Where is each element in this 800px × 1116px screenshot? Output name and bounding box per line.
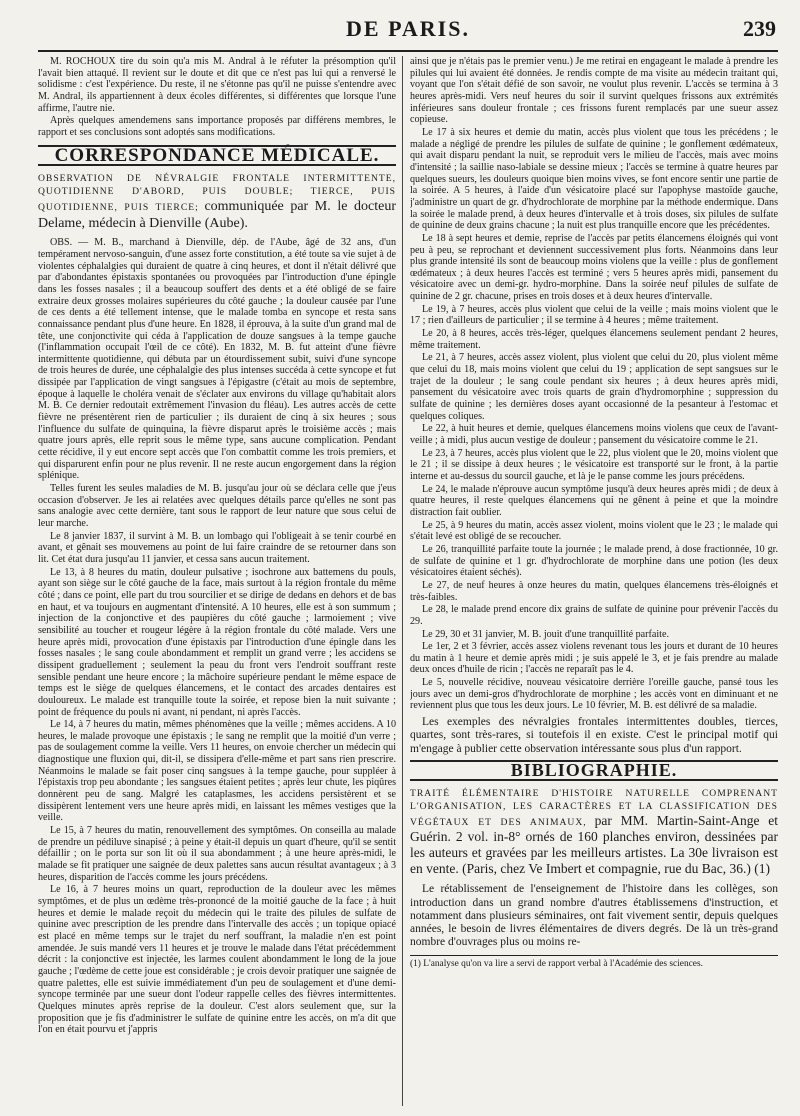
newspaper-page	[38, 10, 778, 1110]
page-number: 239	[743, 16, 776, 41]
column-divider	[402, 56, 403, 1106]
page-header-title: DE PARIS.	[346, 16, 470, 41]
review-paragraph: Le rétablissement de l'enseignement de l'histoire dans les collèges, son introduction dans un grand nombre d'autres établissemens d'instruction, et notamment dans plusieurs séminaires, ont fait vivement sentir, depuis quelques années, le besoin de livres élémentaires de divers degrés. De là un très-grand nombre d'ouvrages plus ou moins re-	[410, 883, 778, 949]
left-column	[38, 56, 396, 1106]
observation-paragraph: Telles furent les seules maladies de M. B. jusqu'au jour où se déclara celle que j'eus occasion d'observer. Je les ai relatées avec quelques détails parce qu'elles ne sont pas sans analogie avec cette dernière, tant sous le rapport de leur nature que sous celui de leur marche.	[38, 483, 396, 529]
observation-paragraph: Le 15, à 7 heures du matin, renouvellement des symptômes. On conseilla au malade de prendre un pédiluve sinapisé ; à peine y était-il depuis un quart d'heure, qu'il se sentit défaillir ; on le porta sur son lit où il sua abondamment ; à une heure après-midi, le malade se fit pratiquer une saignée de deux palettes sans aucun résultat avantageux ; à 3 heures, disparition de l'accès comme les jours précédens.	[38, 825, 396, 883]
observation-paragraph: Le 14, à 7 heures du matin, mêmes phénomènes que la veille ; mêmes accidens. A 10 heures, le malade provoque une épistaxis ; le sang ne remplit que la moitié d'un verre ; pas de soulagement comme la veille. Vers 11 heures, on envoie chercher un médecin qui diagnostique une fluxion qui, dit-il, se dissipera d'elle-même et part sans rien prescrire. Néanmoins le malade se fait poser cinq sangsues à la tempe gauche, pour suppléer à l'épistaxis trop peu abondante ; les sangsues étaient petites ; après leur chute, les piqûres donnèrent peu de sang. Malgré les cataplasmes, les accidens persistèrent et se dissipèrent lentement vers une heure après midi, en laissant les mêmes vestiges que la veille.	[38, 719, 396, 824]
observation-title	[38, 172, 396, 232]
bibliography-title: BIBLIOGRAPHIE.	[410, 760, 778, 782]
observation-paragraph: Le 29, 30 et 31 janvier, M. B. jouit d'une tranquillité parfaite.	[422, 628, 669, 640]
observation-paragraph: Le 22, à huit heures et demie, quelques élancemens moins violens que ceux de l'avant-veille ; à midi, plus aucun vestige de douleur ; pansement du vésicatoire comme le 21.	[410, 423, 778, 446]
observation-paragraph: Le 19, à 7 heures, accès plus violent que celui de la veille ; mais moins violent que le 17 ; rien d'ailleurs de particulier ; il se termine à 4 heures ; même traitement.	[410, 303, 778, 327]
observation-title-caps: OBSERVATION DE NÉVRALGIE FRONTALE INTERMITTENTE, QUOTIDIENNE D'ABORD, PUIS DOUBLE; TIERCE, PUIS QUOTIDIENNE, PUIS TIERCE;	[38, 173, 396, 214]
observation-paragraph: Le 21, à 7 heures, accès assez violent, plus violent que celui du 20, plus violent même que celui du 18, mais moins violent que celui du 19 ; application de sept sangsues sur le trajet de la douleur ; le sang coule pendant six heures ; à deux heures après midi, pansement du vésicatoire avec trois quarts de grain d'hydromorphine ; suppression du sulfate de quinine ; les dernières doses ayant occasionné de la pesanteur à l'estomac et quelques coliques.	[410, 352, 778, 422]
observation-paragraph: Le 23, à 7 heures, accès plus violent que le 22, plus violent que le 20, moins violent que le 21 ; il se dissipe à deux heures ; le vésicatoire est transporté sur le front, à la partie interne et au-dessus du sourcil gauche, et là je le panse comme les jours précédens.	[410, 447, 778, 482]
footnote: (1) L'analyse qu'on va lire a servi de rapport verbal à l'Académie des sciences.	[410, 955, 778, 971]
observation-paragraph: Le 16, à 7 heures moins un quart, reproduction de la douleur avec les mêmes symptômes, et de plus un œdème très-prononcé de la moitié gauche de la face ; à huit heures et demie le malade reçoit du médecin qui le traite des pilules de sulfate de quinine avec prescription de les prendre dans l'intervalle des accès ; un topique opiacé est placé en même temps sur le trajet du nerf souffrant, la maladie n'en est point amendée. Je suis mandé vers 11 heures et je trouve le malade dans l'état précédemment décrit : la conjonctive est injectée, les larmes coulent abondamment le long de la joue gauche ; l'œdème de cette joue est considérable ; je crois devoir pratiquer une saignée de quatre palettes, elle est suivie immédiatement d'un peu de soulagement et d'une demi-syncope terminée par une sueur dont l'odeur rappelle celles des fièvres intermittentes. Quelques minutes après reprise de la douleur. C'est alors seulement que, sur la proposition que je fis d'administrer le sulfate de quinine entre les accès, on m'a dit que l'on en était pourvu et j'appris	[38, 884, 396, 1036]
observation-paragraph: Le 20, à 8 heures, accès très-léger, quelques élancemens seulement pendant 2 heures, même traitement.	[410, 328, 778, 351]
observation-paragraph: Le 28, le malade prend encore dix grains de sulfate de quinine pour prévenir l'accès du 29.	[410, 604, 778, 627]
observation-paragraph: Le 8 janvier 1837, il survint à M. B. un lombago qui l'obligeait à se tenir courbé en avant, et gênait ses mouvemens au point de lui faire craindre de se retourner dans son lit. Cet état dura jusqu'au 11 janvier, et cessa sans aucun traitement.	[38, 530, 396, 565]
observation-paragraph: Le 25, à 9 heures du matin, accès assez violent, moins violent que le 23 ; le malade qui s'était levé est obligé de se recoucher.	[410, 519, 778, 543]
observation-paragraph: Le 5, nouvelle récidive, nouveau vésicatoire derrière l'oreille gauche, pansé tous les jours avec un demi-gros d'hydrochlorate de morphine ; les accès vont en diminuant et ne reviennent plus que tous les deux jours. Le 10 février, M. B. est délivré de sa maladie.	[410, 677, 778, 712]
running-head	[38, 10, 778, 52]
observation-title-rest: communiquée par M. le docteur Delame, médecin à Dienville (Aube).	[38, 199, 396, 232]
observation-paragraph: Le 27, de neuf heures à onze heures du matin, quelques élancemens très-éloignés et très-faibles.	[410, 579, 778, 603]
book-title-caps: TRAITÉ ÉLÉMENTAIRE D'HISTOIRE NATURELLE COMPRENANT L'ORGANISATION, LES CARACTÈRES ET LA CLASSIFICATION DES VÉGÉTAUX ET DES ANIMAUX,	[410, 788, 778, 829]
section-title: CORRESPONDANCE MÉDICALE.	[38, 145, 396, 167]
observation-paragraph: ainsi que je n'étais pas le premier venu.) Je me retirai en engageant le malade à prendre les pilules qui lui avaient été données. Je rendis compte de ma visite au médecin traitant qui, voyant que l'on s'était défié de son savoir, ne voulut plus revenir. L'accès se termina à 3 heures après-midi. Vers neuf heures du soir il survint quelques frissons aux extrémités inférieures sans douleur frontale ; ces frissons furent remplacés par une sueur assez copieuse.	[410, 56, 778, 126]
columns	[38, 56, 778, 1106]
observation-paragraph: Le 26, tranquillité parfaite toute la journée ; le malade prend, à dose fractionnée, 10 gr. de sulfate de quinine et 1 gr. d'hydrochlorate de morphine dans une potion (les deux vésicatoires étaient séchés).	[410, 543, 778, 579]
book-title-rest: par MM. Martin-Saint-Ange et Guérin. 2 vol. in-8° ornés de 160 planches environ, dessinées par les auteurs et gravées par les meilleurs artistes. La 30e livraison est en vente. (Paris, chez Ve Imbert et compagnie, rue du Bac, 36.) (1)	[410, 813, 778, 877]
right-column	[410, 56, 778, 1106]
intro-paragraph: M. ROCHOUX tire du soin qu'a mis M. Andral à le réfuter la présomption qu'il l'avait bien attaqué. Il revient sur le doute et dit que ce n'est pas lui qui a renversé le solidisme : c'est l'expérience. Du reste, il ne s'étonne pas qu'il ne puisse s'entendre avec M. Andral, ils appartiennent à deux écoles différentes, si différentes que lorsque l'une affirme, l'autre nie.	[38, 56, 396, 114]
observation-paragraph: Le 18 à sept heures et demie, reprise de l'accès par petits élancemens éloignés qui vont peu à peu, se reprochant et deviennent successivement plus forts. Néanmoins dans leur plus grande intensité ils sont de beaucoup moins violens que la veille : plus de gonflement œdémateux ; à deux heures l'accès est terminé ; vers 5 heures après midi, pansement du vésicatoire avec un demi-gr. hydro-morphine. Dans la soirée neuf pilules de sulfate de quinine de 2 gr. chacune, prises en trois doses et à deux heures d'intervalle.	[410, 232, 778, 303]
observation-paragraph: Le 24, le malade n'éprouve aucun symptôme jusqu'à deux heures après midi ; de deux à quatre heures, il reste quelques élancemens qui ne gênent à peine et que la moindre distraction fait oublier.	[410, 483, 778, 518]
book-entry	[410, 787, 778, 877]
observation-paragraph: Le 1er, 2 et 3 février, accès assez violens revenant tous les jours et durant de 10 heures du matin à 1 heure et demie après midi ; je suis appelé le 3, et je fais prendre au malade deux onces d'huile de ricin ; l'accès ne reparaît pas le 4.	[410, 641, 778, 676]
observation-paragraph: Le 17 à six heures et demie du matin, accès plus violent que tous les précédens ; le malade a négligé de prendre les pilules de sulfate de quinine ; le gonflement œdémateux, qui avait disparu pendant la nuit, se reproduit vers le milieu de l'accès, mais avec moins d'intensité ; la saillie naso-labiale se dessine mieux ; l'accès se termine à quatre heures par quelques sueurs, les douleurs quoique bien moins vives, se font encore sentir une partie de la soirée. A 5 heures, à l'aide d'un vésicatoire placé sur l'apophyse mastoïde gauche, j'administre un quart de gr. d'hydrochlorate de morphine par la méthode endermique. Dans la soirée le malade prend, à deux heures d'intervalle et à trois doses, six pilules de sulfate de quinine de deux grains chacune ; la nuit est plus tranquille encore que les précédentes.	[410, 126, 778, 232]
closing-paragraph: Les exemples des névralgies frontales intermittentes doubles, tierces, quartes, sont très-rares, si toutefois il en existe. C'est le principal motif qui m'engage à publier cette observation intéressante sous plus d'un rapport.	[410, 716, 778, 755]
intro-paragraph: Après quelques amendemens sans importance proposés par différens membres, le rapport et ses conclusions sont adoptés sans modifications.	[38, 115, 396, 138]
observation-paragraph: Le 13, à 8 heures du matin, douleur pulsative ; isochrone aux battemens du pouls, ayant son siège sur le côté gauche de la face, mais surtout à la région frontale du même côté ; dans ce point, elle part du trou sourcilier et se dirige de dedans en dehors et de bas en haut, et va toujours en augmentant d'intensité. A 10 heures, elle est à son summum ; injection de la conjonctive et des paupières du côté gauche ; larmoiement ; vive sensibilité au toucher et rougeur légère à la région frontale du côté malade. Vers une heure après midi, provocation d'une épistaxis par l'introduction d'une épingle dans les fosses nasales ; le sang coule abondamment et remplit un grand verre ; les accidens se dissipent graduellement ; seulement la peau du front vers l'endroit souffrant reste sensible pendant une heure encore ; la mâchoire supérieure pendant le même espace de temps est le siège de quelques élancemens, et le contact des arcades dentaires est douloureux. Le malade est tranquille toute la soirée, et repose bien la nuit suivante ; point de fréquence du pouls ni avant, ni pendant, ni après l'accès.	[38, 566, 396, 718]
observation-paragraph: OBS. — M. B., marchand à Dienville, dép. de l'Aube, âgé de 32 ans, d'un tempérament nervoso-sanguin, d'une assez forte constitution, a été toute sa vie sujet à de violentes céphalalgies qui duraient de quatre à cinq heures, et dont il n'était délivré que par d'abondantes épistaxis spontanées ou provoquées par l'introduction d'une épingle dans les fosses nasales ; il a beaucoup souffert des dents et a été obligé de se faire extraire deux grosses molaires supérieures du côté gauche ; la douleur causée par l'une de ces dents a été tellement intense, que le malade tomba en syncope et resta sans connaissance pendant plus d'une heure. En 1828, il éprouva, à la suite d'un grand mal de tête, une conjonctivite qui céda à l'application de douze sangsues à la tempe gauche (l'inflammation occupait l'œil de ce côté). En 1832, M. B. fut atteint d'une fièvre intermittente quotidienne, qui débuta par un étourdissement subit, suivi d'une syncope de trois heures de durée, une céphalalgie des plus intenses succéda à cette syncope et fut dissipée par l'application de vingt sangsues à l'épigastre (c'était au mois de septembre, époque à laquelle le choléra venait de s'éclater aux environs du village qu'habitait alors M. B. Ce dernier redoutait extrêmement l'invasion du fléau). Les autres accès de cette fièvre ne présentèrent rien de particulier ; ils duraient de cinq à six heures ; sous l'influence du sulfate de quinquina, la fièvre disparut après le troisième accès ; mais quatre jours après, elle reprit sous le même type, sans aucune complication. Pendant cette récidive, il y eut encore sept accès que l'on combattit comme les trois premiers, et qui disparurent enfin pour ne plus revenir. Il ne reste aucun engorgement dans la région splénique.	[38, 237, 396, 482]
